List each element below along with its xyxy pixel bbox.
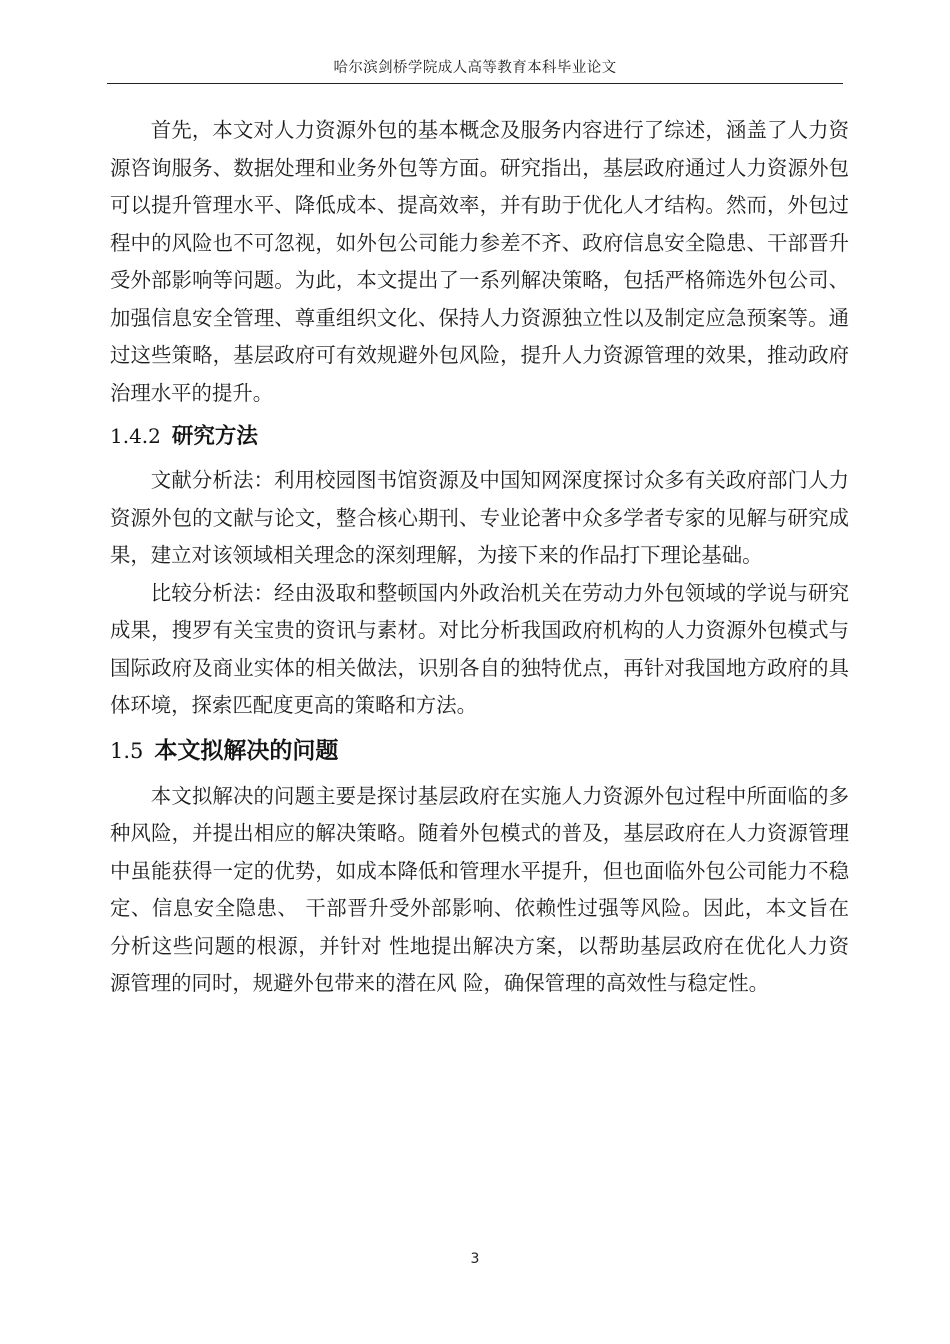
document-body	[110, 112, 849, 1003]
heading-1-4-2	[110, 412, 849, 459]
paragraph-comparative-analysis: 比较分析法：经由汲取和整顿国内外政治机关在劳动力外包领域的学说与研究成果，搜罗有关宝贵的资讯与素材。对比分析我国政府机构的人力资源外包模式与国际政府及商业实体的相关做法，识别各自的独特优点，再针对我国地方政府的具体环境，探索匹配度更高的策略和方法。	[110, 580, 849, 717]
paragraph-problem-statement: 本文拟解决的问题主要是探讨基层政府在实施人力资源外包过程中所面临的多种风险，并提出相应的解决策略。随着外包模式的普及，基层政府在人力资源管理中虽能获得一定的优势，如成本降低和管理水平提升，但也面临外包公司能力不稳定、信息安全隐患、 干部晋升受外部影响、依赖性过强等风险。因此，本文旨在分析这些问题的根源，并针对 性地提出解决方案，以帮助基层政府在优化人力资源管理的同时，规避外包带来的潜在风 险，确保管理的高效性与稳定性。	[110, 783, 849, 995]
header-divider	[107, 83, 843, 84]
paragraph-summary: 首先，本文对人力资源外包的基本概念及服务内容进行了综述，涵盖了人力资源咨询服务、数据处理和业务外包等方面。研究指出，基层政府通过人力资源外包可以提升管理水平、降低成本、提高效率，并有助于优化人才结构。然而，外包过程中的风险也不可忽视，如外包公司能力参差不齐、政府信息安全隐患、干部晋升受外部影响等问题。为此，本文提出了一系列解决策略，包括严格筛选外包公司、加强信息安全管理、尊重组织文化、保持人力资源独立性以及制定应急预案等。通过这些策略，基层政府可有效规避外包风险，提升人力资源管理的效果，推动政府治理水平的提升。	[110, 118, 849, 405]
page-footer	[107, 1248, 843, 1267]
paragraph-literature-analysis: 文献分析法：利用校园图书馆资源及中国知网深度探讨众多有关政府部门人力资源外包的文献与论文，整合核心期刊、专业论著中众多学者专家的见解与研究成果，建立对该领域相关理念的深刻理解，为接下来的作品打下理论基础。	[110, 468, 849, 567]
header-title: 哈尔滨剑桥学院成人高等教育本科毕业论文	[333, 60, 617, 76]
page-number: 3	[470, 1251, 480, 1267]
heading-1-4-2-number: 1.4.2	[110, 424, 161, 448]
heading-1-4-2-title: 研究方法	[171, 424, 258, 449]
heading-1-5-number: 1.5	[110, 738, 144, 763]
page-header	[107, 58, 843, 84]
heading-1-5-title: 本文拟解决的问题	[154, 737, 339, 764]
heading-1-5	[110, 725, 849, 775]
